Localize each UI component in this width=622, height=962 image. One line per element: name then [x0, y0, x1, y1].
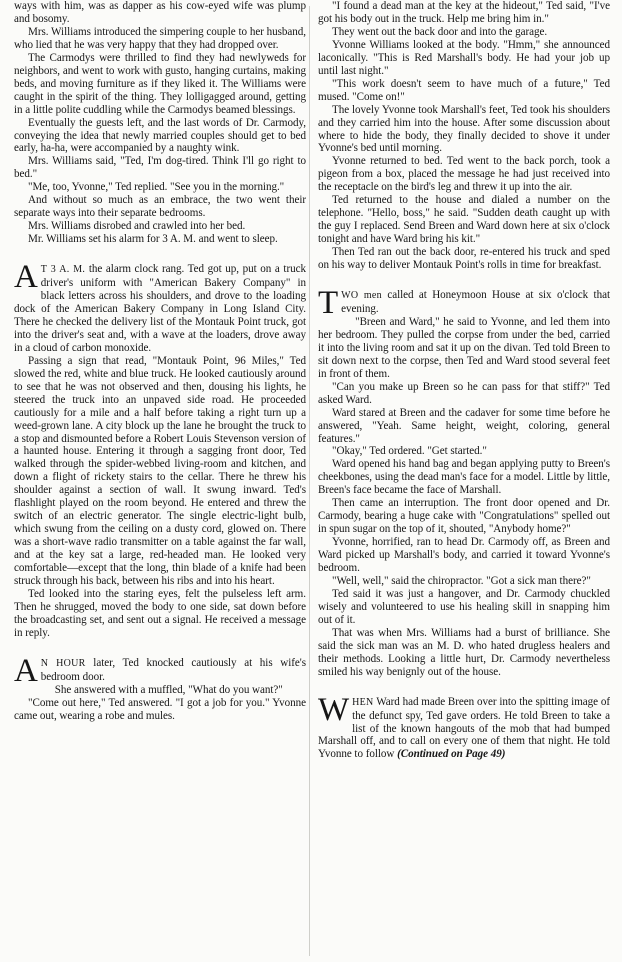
drop-cap: W: [318, 691, 350, 728]
column-divider: [309, 6, 310, 956]
left-column: [14, 0, 306, 962]
lead-in: HEN: [352, 696, 374, 708]
paragraph: They went out the back door and into the garage.: [332, 25, 548, 38]
drop-cap: T: [318, 285, 339, 322]
paragraph: The Carmodys were thrilled to find they had newlyweds for neighbors, and went to work with gusto, hanging curtains, making beds, and moving furniture as if they liked it. The Williams were caught in the spirit of the thing. They lolligagged around, getting in a little polite cuddling while the Carmodys beamed blessings.: [14, 51, 306, 116]
paragraph: Yvonne, horrified, ran to head Dr. Carmody off, as Breen and Ward picked up Marshall's body, and carried it toward Yvonne's bedroom.: [318, 536, 610, 575]
left-intro: [14, 0, 306, 246]
section-opening-paragraph: [318, 285, 610, 322]
paragraph-text: called at Honeymoon House at six o'clock that evening.: [341, 289, 610, 315]
paragraph: Passing a sign that read, "Montauk Point, 96 Miles," Ted slowed the red, white and blue truck. He looked cautiously around to see that he was not observed and then, dousing his lights, he steered the truck into an unpaved side road. He proceeded cautiously for a mile and a half before taking a right turn up a weed-grown lane. A city block up the lane he brought the truck to a stop and dismounted before a Robert Louis Stevenson version of a haunted house. Entering it through a sagging front door, Ted walked through the spider-webbed living-room and kitchen, and down a flight of rickety stairs to the cellar. There he threw his shoulder against a section of wall. It swung inward. Ted's flashlight played on the room beyond. He entered and threw the switch of an electric generator. The single electric-light bulb, which swung from the ceiling on a dusty cord, glowed on. There was a short-wave radio transmitter on a table against the far wall, and at the key sat a large, red-headed man. He looked very comfortable—except that the long, thin blade of a knife had been struck through his back, between his ribs and into his heart.: [14, 354, 306, 587]
paragraph: The lovely Yvonne took Marshall's feet, Ted took his shoulders and they carried him into the house. After some discussion about where to hide the body, they finally decided to shove it under Yvonne's bed until morning.: [318, 103, 610, 155]
paragraph: Mrs. Williams said, "Ted, I'm dog-tired. Think I'll go right to bed.": [14, 155, 306, 181]
lead-in: T 3 A. M.: [40, 264, 86, 276]
paragraph: She answered with a muffled, "What do you want?": [54, 683, 283, 696]
paragraph: Ted returned to the house and dialed a number on the telephone. "Hello, boss," he said. "Sudden death caught up with the guy I replaced. Send Breen and Ward down here at six o'clock tonight and have Ward bring his kit.": [318, 194, 610, 246]
paragraph: That was when Mrs. Williams had a burst of brilliance. She said the sick man was an M. D. who hated drugless healers and their methods. Looking a little hurt, Dr. Carmody nevertheless smiled his way benignly out of the house.: [318, 626, 610, 678]
paragraph: "Come out here," Ted answered. "I got a job for you." Yvonne came out, wearing a robe and mules.: [14, 696, 306, 722]
paragraph: Ward opened his hand bag and began applying putty to Breen's cheekbones, using the dead man's face for a model. Little by little, Breen's face became the face of Marshall.: [318, 458, 610, 497]
lead-in: WO men: [341, 290, 382, 302]
paragraph: Ted looked into the staring eyes, felt the pulseless left arm. Then he shrugged, moved the body to one side, sat down before the broadcasting set, and sent out a signal. He received a message in reply.: [14, 587, 306, 639]
right-column: [318, 0, 610, 962]
paragraph: Ted said it was just a hangover, and Dr. Carmody chuckled wisely and volunteered to use his healing skill in snapping him out of it.: [318, 587, 610, 626]
paragraph: "Okay," Ted ordered. "Get started.": [332, 445, 487, 458]
paragraph: Ward stared at Breen and the cadaver for some time before he answered, "Yeah. Same height, weight, coloring, general features.": [318, 406, 610, 445]
paragraph: "Can you make up Breen so he can pass for that stiff?" Ted asked Ward.: [318, 380, 610, 406]
section-opening-paragraph: [14, 259, 306, 355]
paragraph: Yvonne returned to bed. Ted went to the back porch, took a pigeon from a box, placed the message he had just received into the receptacle on the bird's leg and threw it up into the air.: [318, 155, 610, 194]
drop-cap: A: [14, 652, 38, 689]
paragraph: "I found a dead man at the key at the hideout," Ted said, "I've got his body out in the truck. Help me bring him in.": [318, 0, 610, 25]
paragraph: ways with him, was as dapper as his cow-eyed wife was plump and bosomy.: [14, 0, 306, 25]
paragraph: "Breen and Ward," he said to Yvonne, and led them into her bedroom. They pulled the corpse from under the bed, carried it into the living room and sat it up on the divan. Ted told Breen to sit down next to the corpse, then Ted and Ward stood several feet in front of them.: [318, 315, 610, 380]
paragraph-text: the alarm clock rang. Ted got up, put on a truck driver's uniform with "American Bakery Company" in black letters across his shoulders, and drove to the loading dock of the American Bakery Company in Long Island City. There he checked the delivery list of the Montauk Point truck, got into the driver's seat and, with a wave at the loaders, drove away in a cloud of carbon monoxide.: [14, 263, 306, 354]
paragraph: Mr. Williams set his alarm for 3 A. M. and went to sleep.: [28, 233, 278, 246]
paragraph: Then came an interruption. The front door opened and Dr. Carmody, bearing a huge cake with "Congratulations" spelled out in spun sugar on the top of it, shouted, "Anybody home?": [318, 497, 610, 536]
continued-note: (Continued on Page 49): [397, 748, 506, 761]
paragraph: Yvonne Williams looked at the body. "Hmm," she announced laconically. "This is Red Marshall's body. He had your job up until last night.": [318, 38, 610, 77]
paragraph: Eventually the guests left, and the last words of Dr. Carmody, conveying the idea that newly married couples should get to bed early, ha-ha, were accompanied by a naughty wink.: [14, 116, 306, 155]
paragraph: And without so much as an embrace, the two went their separate ways into their separate bedrooms.: [14, 194, 306, 220]
paragraph: Mrs. Williams introduced the simpering couple to her husband, who lied that he was very happy that they had dropped over.: [14, 25, 306, 51]
paragraph-text: Ward had made Breen over into the spitting image of the defunct spy, Ted gave orders. He told Breen to take a list of the known hangouts of the mob that had bumped Marshall off, and to call on every one of them that night. He told Yvonne to follow: [318, 695, 610, 761]
paragraph: "Well, well," said the chiropractor. "Got a sick man there?": [332, 574, 591, 587]
section-opening-paragraph: [318, 691, 610, 762]
paragraph: Mrs. Williams disrobed and crawled into her bed.: [28, 220, 246, 233]
drop-cap: A: [14, 259, 38, 296]
paragraph-text: later, Ted knocked cautiously at his wife's bedroom door.: [40, 656, 306, 683]
lead-in: N HOUR: [40, 657, 86, 669]
section-opening-paragraph: [14, 652, 306, 689]
paragraph: "This work doesn't seem to have much of a future," Ted mused. "Come on!": [318, 77, 610, 103]
paragraph: Then Ted ran out the back door, re-entered his truck and sped on his way to deliver Montauk Point's rolls in time for breakfast.: [318, 246, 610, 272]
paragraph: "Me, too, Yvonne," Ted replied. "See you in the morning.": [28, 181, 285, 194]
